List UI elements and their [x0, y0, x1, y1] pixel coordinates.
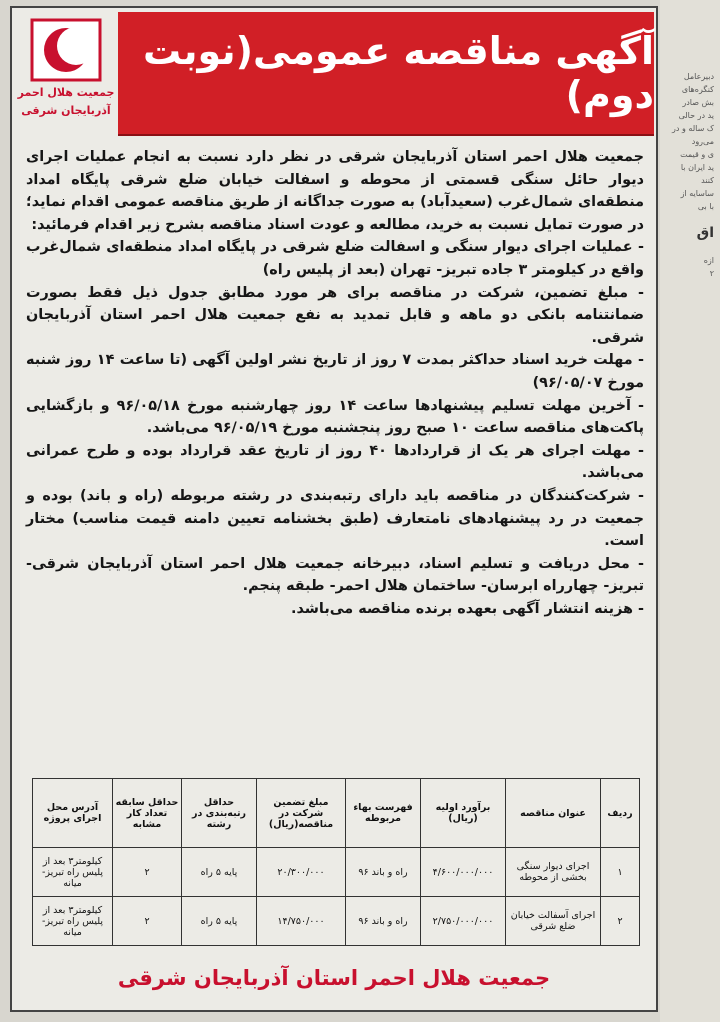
- side-column-fragment: ی و قیمت: [680, 150, 714, 159]
- side-column-fragment: ک ساله و در: [672, 124, 714, 133]
- side-column-fragment: کنند: [701, 176, 714, 185]
- intro-paragraph: جمعیت هلال احمر استان آذربایجان شرقی در نظر دارد نسبت به انجام عملیات اجرای دیوار حائل سنگی قسمتی از محوطه و اسفالت خیابان ضلع شرقی پایگاه امداد منطقه‌ای شمال‌غرب (سعیدآباد) به صورت جداگانه از طریق مناقصه عمومی اقدام نماید؛ در صورت تمایل نسبت به خرید، مطالعه و عودت اسناد مناقصه بشرح زیر اقدام فرمائید:: [26, 149, 644, 233]
- side-column-fragment: با بی: [697, 202, 714, 211]
- condition-item: - هزینه انتشار آگهی بعهده برنده مناقصه می‌باشد.: [290, 600, 644, 617]
- table-cell: راه و باند ۹۶: [346, 848, 421, 897]
- condition-item: - مبلغ تضمین، شرکت در مناقصه برای هر مورد مطابق جدول ذیل فقط بصورت ضمانتنامه بانکی دو ماهه و قابل تمدید به نفع جمعیت هلال احمر استان آذربایجان شرقی.: [26, 284, 644, 346]
- column-header: مبلغ تضمین شرکت در مناقصه(ریال): [257, 779, 346, 848]
- column-header: ردیف: [601, 779, 640, 848]
- side-column-fragment: می‌رود: [691, 137, 714, 146]
- tender-advertisement: [10, 6, 658, 1012]
- footer-signature: [12, 966, 656, 990]
- side-column-fragment: اق: [696, 225, 714, 241]
- table-cell: ۲: [601, 897, 640, 946]
- side-column-fragment: ید در حالی: [678, 111, 714, 120]
- condition-item: - مهلت اجرای هر یک از قراردادها ۴۰ روز از تاریخ عقد قرارداد بوده و طرح عمرانی می‌باشد.: [26, 442, 644, 482]
- column-header: فهرست بهاء مربوطه: [346, 779, 421, 848]
- advertisement-title-banner: [118, 12, 654, 134]
- condition-item: - عملیات اجرای دیوار سنگی و اسفالت ضلع شرقی در پایگاه امداد منطقه‌ای شمال‌غرب واقع در کیلومتر ۳ جاده تبریز- تهران (بعد از پلیس راه): [26, 239, 644, 278]
- side-column-fragment: ازه: [703, 256, 714, 265]
- advertisement-title: آگهی مناقصه عمومی(نوبت دوم): [143, 29, 654, 117]
- side-column-fragment: بش صادر: [682, 98, 714, 107]
- table-cell: پایه ۵ راه: [182, 897, 257, 946]
- side-column-fragment: کنگره‌های: [681, 85, 714, 94]
- condition-item: - محل دریافت و تسلیم اسناد، دبیرخانه جمعیت هلال احمر استان آذربایجان شرقی- تبریز- چهارراه ابرسان- ساختمان هلال احمر- طبقه پنجم.: [26, 555, 644, 595]
- table-cell: ۱۴/۷۵۰/۰۰۰: [257, 897, 346, 946]
- table-cell: کیلومتر۳ بعد از پلیس راه تبریز- میانه: [33, 848, 113, 897]
- column-header: آدرس محل اجرای پروژه: [33, 779, 113, 848]
- column-header: عنوان مناقصه: [506, 779, 601, 848]
- logo-org-name: جمعیت هلال احمر: [17, 86, 115, 99]
- red-crescent-icon: [30, 18, 102, 82]
- column-header: برآورد اولیه (ریال): [421, 779, 506, 848]
- table-cell: اجرای آسفالت خیابان ضلع شرقی: [506, 897, 601, 946]
- table-cell: ۲/۷۵۰/۰۰۰/۰۰۰: [421, 897, 506, 946]
- table-cell: راه و باند ۹۶: [346, 897, 421, 946]
- condition-item: - آخرین مهلت تسلیم پیشنهادها ساعت ۱۴ روز چهارشنبه مورخ ۹۶/۰۵/۱۸ و بازگشایی پاکت‌های مناقصه ساعت ۱۰ صبح روز پنجشنبه مورخ ۹۶/۰۵/۱۹ می‌باشد.: [26, 397, 644, 437]
- table-cell: ۲۰/۳۰۰/۰۰۰: [257, 848, 346, 897]
- tender-table: [32, 778, 640, 946]
- column-header: حداقل سابقه تعداد کار مشابه: [113, 779, 182, 848]
- table-header-row: [33, 779, 640, 848]
- side-column-fragment: ۲: [709, 269, 714, 278]
- table-row: [33, 897, 640, 946]
- table-cell: ۱: [601, 848, 640, 897]
- table-cell: پایه ۵ راه: [182, 848, 257, 897]
- table-cell: اجرای دیوار سنگی بخشی از محوطه: [506, 848, 601, 897]
- logo-province-name: آذربایجان شرقی: [21, 104, 111, 117]
- condition-item: - شرکت‌کنندگان در مناقصه باید دارای رتبه‌بندی در رشته مربوطه (راه و باند) بوده و جمعیت در رد پیشنهادهای نامتعارف (طبق بخشنامه تعیین دامنه قیمت مناسب) مختار است.: [26, 487, 644, 550]
- footer-org-name: جمعیت هلال احمر استان آذربایجان شرقی: [117, 966, 551, 990]
- column-header: حداقل رتبه‌بندی در رشته: [182, 779, 257, 848]
- table-cell: کیلومتر۳ بعد از پلیس راه تبریز- میانه: [33, 897, 113, 946]
- advertisement-body: [26, 146, 644, 746]
- table-row: [33, 848, 640, 897]
- red-crescent-logo: [12, 8, 120, 138]
- table-cell: ۲: [113, 848, 182, 897]
- table-cell: ۲: [113, 897, 182, 946]
- adjacent-newspaper-column: [660, 0, 720, 1022]
- side-column-fragment: ید ایران با: [680, 163, 714, 172]
- table-cell: ۴/۶۰۰/۰۰۰/۰۰۰: [421, 848, 506, 897]
- side-column-fragment: دبیرعامل: [683, 72, 714, 81]
- side-column-fragment: ساسایه از: [680, 189, 714, 198]
- condition-item: - مهلت خرید اسناد حداکثر بمدت ۷ روز از تاریخ نشر اولین آگهی (تا ساعت ۱۴ روز شنبه مورخ ۹۶/۰۵/۰۷): [26, 352, 644, 391]
